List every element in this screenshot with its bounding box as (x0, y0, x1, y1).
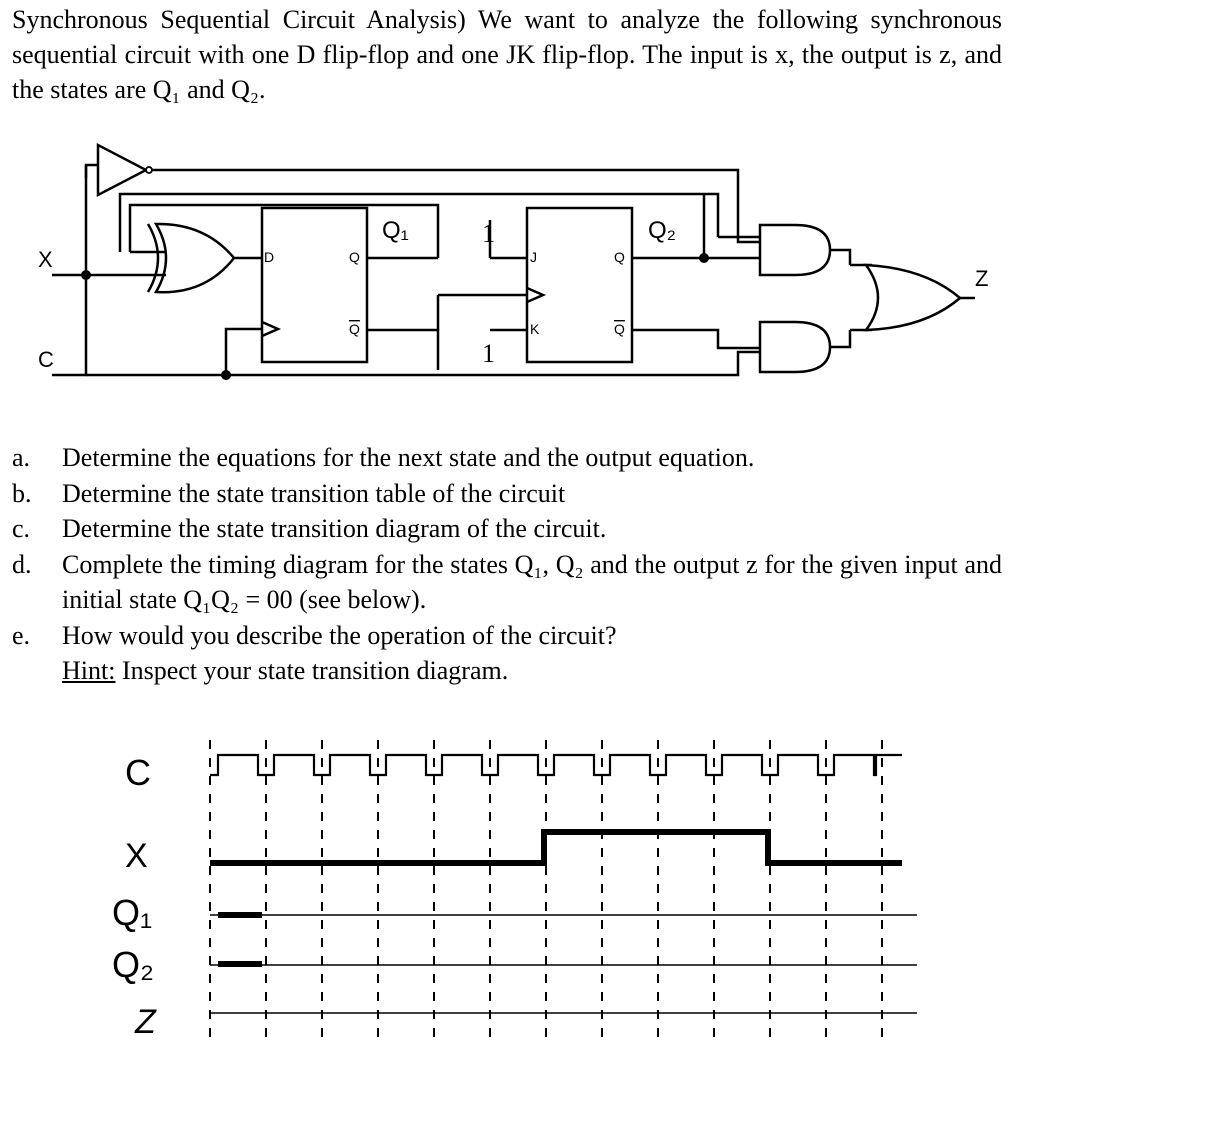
buffer-gate (98, 145, 146, 195)
signal-label-q2: Q₂ (112, 944, 154, 985)
j-constant: 1 (482, 219, 495, 248)
output-z-label: Z (975, 266, 989, 291)
or-gate (866, 265, 960, 330)
timing-diagram (0, 725, 1010, 1055)
question-label: d. (12, 549, 32, 579)
signal-label-c: C (125, 752, 151, 793)
question-b (12, 476, 1002, 512)
question-d (12, 547, 1002, 618)
question-label: b. (12, 478, 32, 508)
question-label: e. (12, 620, 31, 650)
question-label: c. (12, 514, 31, 543)
question-text: Complete the timing diagram for the states Q₁, Q₂ and the output z for the given input and initial state Q₁Q₂ = 00 (see below). (62, 549, 1002, 614)
x-waveform (210, 832, 902, 863)
jk-q-pin: Q (614, 249, 625, 265)
question-label: a. (12, 443, 31, 472)
jk-j-pin: J (530, 249, 537, 265)
clock-label: C (38, 347, 54, 372)
question-text: Determine the equations for the next state and the output equation. (62, 443, 755, 472)
hint-line (62, 653, 1002, 689)
question-a (12, 440, 1002, 476)
signal-label-x: X (125, 837, 148, 875)
q2-label: Q₂ (648, 217, 676, 244)
jk-qbar-pin: Q (614, 321, 625, 337)
question-text: Determine the state transition diagram of the circuit. (62, 514, 607, 543)
input-x-label: X (38, 247, 53, 272)
and-gate-2 (760, 322, 830, 372)
and-gate-1 (760, 225, 830, 275)
signal-label-z: Z (135, 1003, 156, 1041)
question-text: How would you describe the operation of the circuit? (62, 620, 617, 650)
question-e (12, 618, 1002, 689)
d-flip-flop (262, 208, 367, 362)
hint-label: Hint: (62, 656, 116, 685)
circuit-diagram (0, 130, 1010, 400)
xor-gate (156, 224, 234, 292)
question-list (12, 440, 1002, 689)
signal-label-q1: Q₁ (112, 892, 153, 933)
question-c (12, 511, 1002, 547)
xor-back-curve (148, 224, 158, 292)
dff-q-pin: Q (349, 249, 360, 265)
q1-label: Q₁ (382, 217, 409, 244)
hint-text: Inspect your state transition diagram. (115, 656, 509, 685)
dff-d-pin: D (264, 249, 275, 265)
k-constant: 1 (482, 339, 495, 368)
question-text: Determine the state transition table of the circuit (62, 478, 566, 508)
clock-waveform (210, 755, 902, 775)
jk-k-pin: K (530, 321, 540, 337)
problem-intro: Synchronous Sequential Circuit Analysis) We want to analyze the following synchronous sequential circuit with one D flip-flop and one JK flip-flop. The input is x, the output is z, and the states are Q₁ and Q₂. (12, 5, 1002, 104)
jk-flip-flop (527, 208, 632, 362)
dff-qbar-pin: Q (349, 321, 360, 337)
